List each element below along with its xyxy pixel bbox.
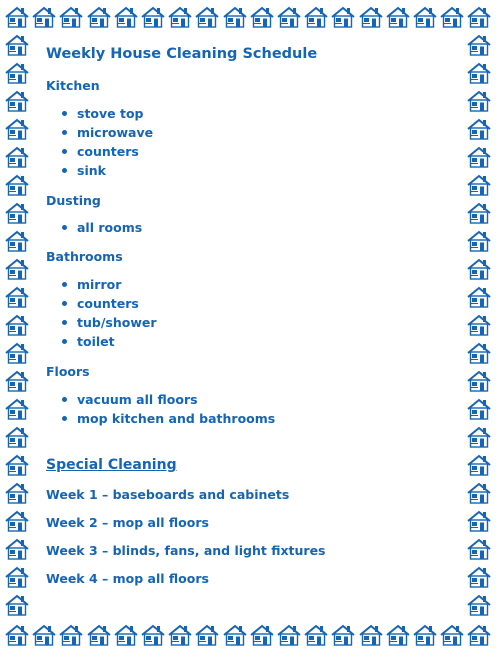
house-icon	[59, 624, 83, 646]
dusting-list	[46, 218, 142, 237]
house-icon	[467, 454, 491, 476]
house-icon	[467, 370, 491, 392]
house-icon	[467, 118, 491, 140]
house-icon	[467, 90, 491, 112]
kitchen-list	[46, 104, 153, 180]
house-icon	[195, 6, 219, 28]
house-icon	[5, 594, 29, 616]
house-icon	[467, 202, 491, 224]
house-icon	[331, 624, 355, 646]
house-icon	[5, 566, 29, 588]
house-icon	[413, 6, 437, 28]
house-icon	[467, 174, 491, 196]
house-icon	[5, 62, 29, 84]
week-2-line: Week 2 – mop all floors	[46, 515, 209, 530]
house-icon	[467, 314, 491, 336]
house-icon	[87, 624, 111, 646]
house-icon	[413, 624, 437, 646]
house-icon	[5, 426, 29, 448]
week-3-line: Week 3 – blinds, fans, and light fixtures	[46, 543, 326, 558]
house-icon	[250, 6, 274, 28]
house-icon	[467, 230, 491, 252]
house-icon	[5, 314, 29, 336]
floors-list	[46, 390, 275, 428]
house-icon	[440, 6, 464, 28]
house-icon	[5, 202, 29, 224]
house-icon	[467, 398, 491, 420]
list-item: stove top	[46, 104, 153, 123]
list-item: mop kitchen and bathrooms	[46, 409, 275, 428]
week-4-line: Week 4 – mop all floors	[46, 571, 209, 586]
section-heading-floors: Floors	[46, 364, 90, 379]
house-icon	[5, 398, 29, 420]
house-icon	[5, 342, 29, 364]
house-icon	[168, 6, 192, 28]
house-icon	[386, 6, 410, 28]
house-icon	[168, 624, 192, 646]
house-icon	[5, 538, 29, 560]
house-icon	[5, 510, 29, 532]
house-icon	[467, 342, 491, 364]
house-icon	[304, 6, 328, 28]
house-icon	[223, 6, 247, 28]
list-item: tub/shower	[46, 313, 157, 332]
house-icon	[250, 624, 274, 646]
house-icon	[386, 624, 410, 646]
house-icon	[223, 624, 247, 646]
house-icon	[467, 624, 491, 646]
bathrooms-list	[46, 275, 157, 351]
house-icon	[5, 34, 29, 56]
house-icon	[5, 146, 29, 168]
week-1-line: Week 1 – baseboards and cabinets	[46, 487, 290, 502]
house-icon	[467, 510, 491, 532]
house-icon	[467, 426, 491, 448]
house-icon	[114, 624, 138, 646]
house-icon	[467, 594, 491, 616]
house-icon	[32, 6, 56, 28]
house-icon	[5, 286, 29, 308]
house-icon	[467, 566, 491, 588]
house-icon	[5, 624, 29, 646]
house-icon	[359, 624, 383, 646]
house-icon	[5, 118, 29, 140]
house-icon	[467, 258, 491, 280]
house-icon	[141, 6, 165, 28]
house-icon	[5, 6, 29, 28]
list-item: microwave	[46, 123, 153, 142]
house-icon	[114, 6, 138, 28]
house-icon	[277, 6, 301, 28]
house-icon	[277, 624, 301, 646]
house-icon	[5, 454, 29, 476]
section-heading-bathrooms: Bathrooms	[46, 249, 123, 264]
list-item: all rooms	[46, 218, 142, 237]
house-icon	[5, 370, 29, 392]
house-icon	[467, 34, 491, 56]
list-item: mirror	[46, 275, 157, 294]
page-title: Weekly House Cleaning Schedule	[46, 46, 318, 62]
house-icon	[440, 624, 464, 646]
section-heading-kitchen: Kitchen	[46, 78, 100, 93]
house-icon	[359, 6, 383, 28]
house-icon	[467, 6, 491, 28]
house-icon	[467, 538, 491, 560]
house-icon	[5, 482, 29, 504]
house-icon	[467, 286, 491, 308]
list-item: sink	[46, 161, 153, 180]
house-icon	[5, 174, 29, 196]
section-heading-dusting: Dusting	[46, 193, 101, 208]
house-icon	[59, 6, 83, 28]
house-icon	[467, 146, 491, 168]
house-icon	[467, 482, 491, 504]
house-icon	[467, 62, 491, 84]
list-item: toilet	[46, 332, 157, 351]
house-icon	[5, 258, 29, 280]
house-icon	[5, 90, 29, 112]
special-cleaning-heading: Special Cleaning	[46, 457, 177, 473]
house-icon	[87, 6, 111, 28]
house-icon	[304, 624, 328, 646]
house-icon	[331, 6, 355, 28]
house-icon	[32, 624, 56, 646]
house-icon	[195, 624, 219, 646]
list-item: counters	[46, 294, 157, 313]
list-item: vacuum all floors	[46, 390, 275, 409]
house-icon	[141, 624, 165, 646]
list-item: counters	[46, 142, 153, 161]
house-icon	[5, 230, 29, 252]
